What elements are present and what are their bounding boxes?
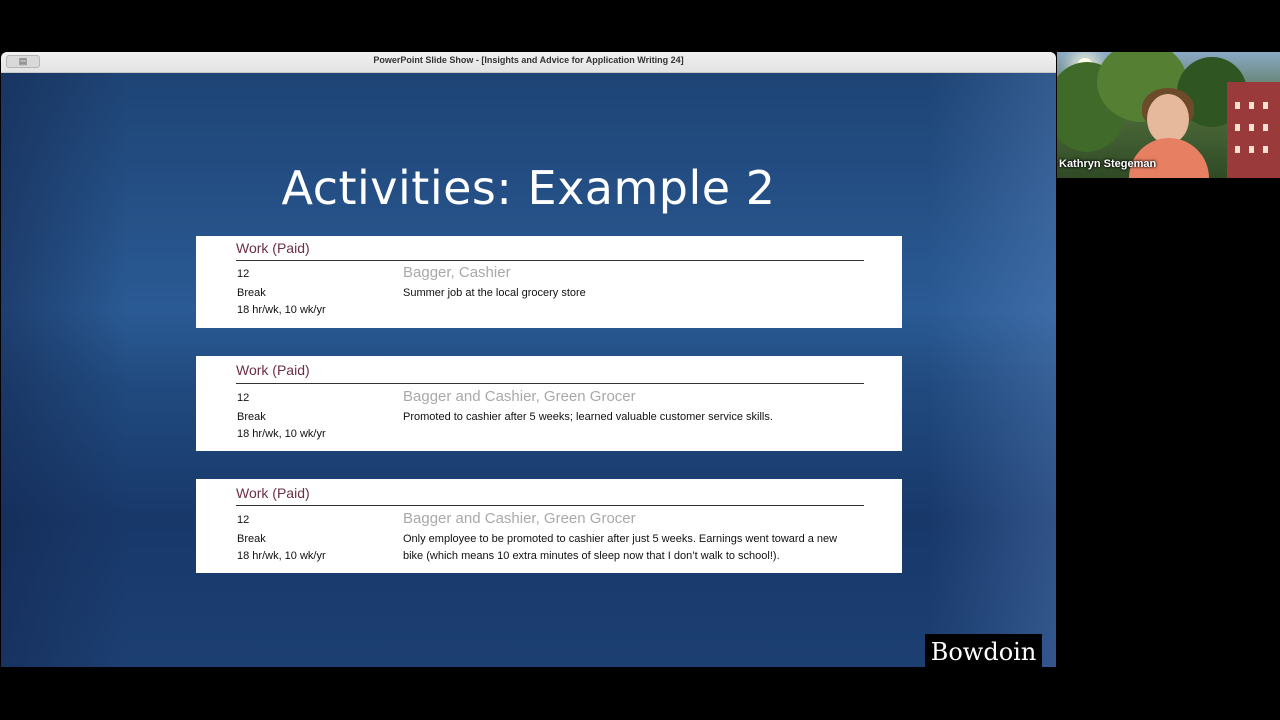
window-titlebar (1, 52, 1056, 73)
participant-name: Kathryn Stegeman (1059, 158, 1157, 170)
bowdoin-logo: Bowdoin (925, 634, 1042, 667)
window-title: PowerPoint Slide Show - [Insights and Advice for Application Writing 24] (373, 55, 684, 65)
card-grade: 12 (237, 392, 250, 404)
slideshow-window (1, 52, 1056, 667)
card-timing: Break (237, 533, 266, 545)
card-description: Summer job at the local grocery store (403, 287, 586, 299)
card-timing: Break (237, 287, 266, 299)
card-description: Only employee to be promoted to cashier after just 5 weeks. Earnings went toward a new bike (which means 10 extra minutes of sleep now that I don’t walk to school!). (403, 533, 838, 562)
card-header: Work (Paid) (236, 362, 310, 378)
card-grade: 12 (237, 268, 250, 280)
card-role: Bagger, Cashier (403, 264, 511, 281)
card-header: Work (Paid) (236, 240, 310, 256)
card-role: Bagger and Cashier, Green Grocer (403, 388, 636, 405)
sidebar-toggle-icon[interactable]: ▤ (6, 55, 40, 68)
card-grade: 12 (237, 514, 250, 526)
card-divider (236, 260, 864, 261)
video-background-building (1227, 82, 1280, 178)
card-divider (236, 505, 864, 506)
card-hours: 18 hr/wk, 10 wk/yr (237, 304, 326, 316)
slide-title: Activities: Example 2 (281, 161, 776, 215)
participant-face (1147, 94, 1189, 144)
card-role: Bagger and Cashier, Green Grocer (403, 510, 636, 527)
card-hours: 18 hr/wk, 10 wk/yr (237, 550, 326, 562)
card-timing: Break (237, 411, 266, 423)
slide (1, 73, 1056, 667)
activity-card (196, 479, 902, 573)
activity-card (196, 356, 902, 451)
card-header: Work (Paid) (236, 485, 310, 501)
participant-video-tile[interactable] (1057, 52, 1280, 178)
activity-card (196, 236, 902, 328)
card-divider (236, 383, 864, 384)
card-hours: 18 hr/wk, 10 wk/yr (237, 428, 326, 440)
card-description: Promoted to cashier after 5 weeks; learned valuable customer service skills. (403, 411, 773, 423)
